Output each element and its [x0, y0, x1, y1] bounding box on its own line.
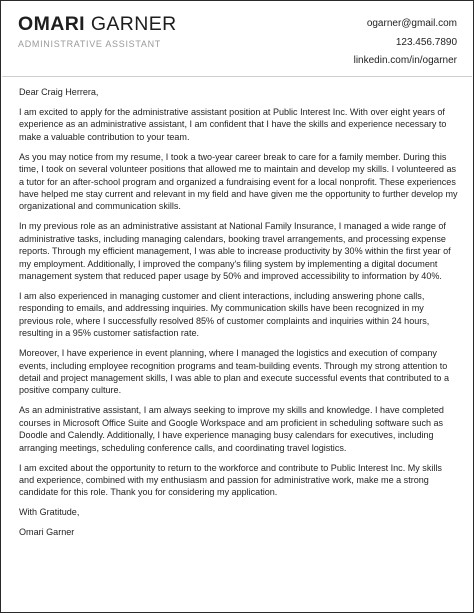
job-title: ADMINISTRATIVE ASSISTANT	[18, 39, 161, 49]
signature: Omari Garner	[19, 527, 75, 538]
paragraph-intro: I am excited to apply for the administrative assistant position at Public Interest Inc. With over eight years of experience as an administrative assistant, I am confident that I have the skills and experience necessary to make a valuable contribution to your team.	[19, 106, 447, 142]
letter-header	[18, 13, 457, 71]
closing: With Gratitude,	[19, 507, 80, 518]
last-name: GARNER	[90, 13, 177, 35]
paragraph-skills: As an administrative assistant, I am always seeking to improve my skills and knowledge. I have completed courses in Microsoft Office Suite and Google Workspace and am proficient in scheduling software such as Doodle and Calendly. Additionally, I have experience managing busy calendars for executives, including arranging meetings, scheduling conference calls, and coordinating travel logistics.	[19, 405, 444, 453]
salutation: Dear Craig Herrera,	[19, 87, 99, 97]
paragraph-customer-interactions: I am also experienced in managing customer and client interactions, including answering phone calls, responding to emails, and addressing inquiries. My communication skills have been recognized in my previous role, where I successfully resolved 85% of customer complaints and inquiries within 24 hours, resulting in a 95% customer satisfaction rate.	[19, 290, 430, 339]
phone-number: 123.456.7890	[395, 36, 457, 48]
first-name: OMARI	[18, 13, 85, 35]
header-divider	[2, 76, 472, 77]
email-address[interactable]: ogarner@gmail.com	[366, 18, 457, 29]
linkedin-link[interactable]: linkedin.com/in/ogarner	[353, 55, 457, 66]
paragraph-event-planning: Moreover, I have experience in event planning, where I managed the logistics and execution of company events, including employee recognition programs and team-building events. Through my strong attention to detail and project management skills, I was able to plan and execute successful events that contributed to a positive company culture.	[19, 348, 449, 396]
letter-body	[19, 86, 459, 546]
paragraph-career-break: As you may notice from my resume, I took a two-year career break to care for a family member. During this time, I took on several volunteer positions that allowed me to maintain and develop my skills. I volunteered as a tutor for an after-school program and organized a fundraising event for a local nonprofit. These experiences have helped me stay current and relevant in my field and have given me the opportunity to further develop my organizational and communication skills.	[19, 151, 458, 212]
contact-info	[354, 15, 457, 71]
paragraph-previous-role: In my previous role as an administrative assistant at National Family Insurance, I managed a wide range of administrative tasks, including managing calendars, booking travel arrangements, and processing expense reports. Through my efficient management, I was able to increase productivity by 30% within the first year of my employment. Additionally, I improved the company's filing system by implementing a digital document management system that reduced paper usage by 50% and improved accessibility to information by 40%.	[19, 221, 451, 282]
paragraph-closing: I am excited about the opportunity to return to the workforce and contribute to Public Interest Inc. My skills and experience, combined with my enthusiasm and passion for administrative work, make me a strong candidate for this role. Thank you for considering my application.	[19, 462, 442, 498]
